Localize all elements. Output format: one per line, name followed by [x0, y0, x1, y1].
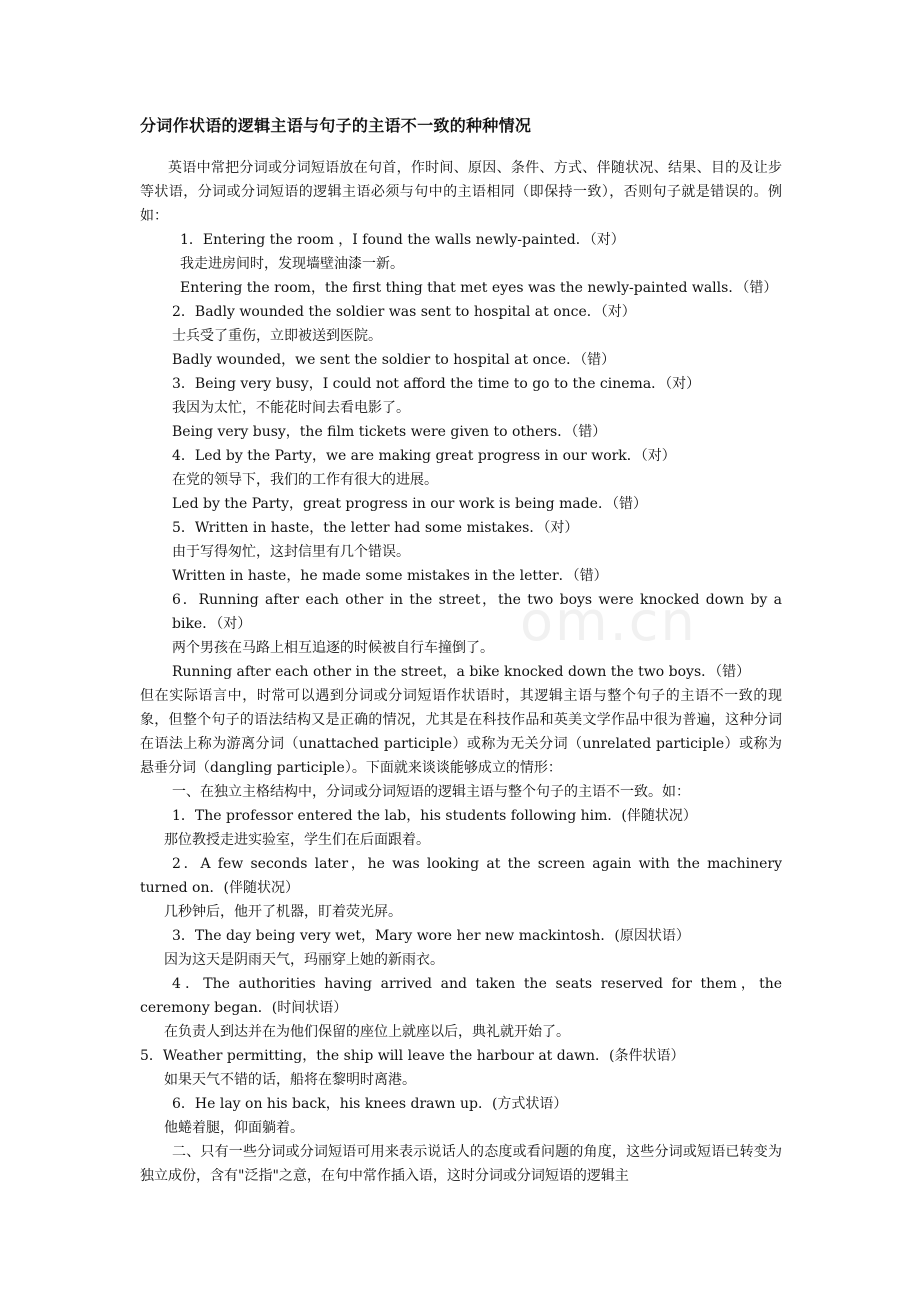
s1-item-4-cn: 在负责人到达并在为他们保留的座位上就座以后，典礼就开始了。	[164, 1024, 570, 1040]
example-5-wrong: Written in haste，he made some mistakes in the letter．（错）	[172, 568, 608, 584]
s1-item-2-cn: 几秒钟后，他开了机器，盯着荧光屏。	[164, 904, 402, 920]
intro-paragraph: 英语中常把分词或分词短语放在句首，作时间、原因、条件、方式、伴随状况、结果、目的及让步等状语，分词或分词短语的逻辑主语必须与句中的主语相同（即保持一致），否则句子就是错误的。例如：	[140, 160, 782, 224]
s1-item-2-en: 2．A few seconds later，he was looking at the screen again with the machinery turned on．(伴随状况）	[140, 856, 782, 896]
example-4-right: 4．Led by the Party，we are making great progress in our work．（对）	[172, 448, 676, 464]
example-1-right: 1．Entering the room ，I found the walls newly-painted．（对）	[180, 232, 625, 248]
example-3-cn: 我因为太忙，不能花时间去看电影了。	[172, 400, 410, 416]
example-2-right: 2．Badly wounded the soldier was sent to hospital at once．（对）	[172, 304, 636, 320]
example-3-wrong: Being very busy，the film tickets were given to others．（错）	[172, 424, 607, 440]
example-6-cn: 两个男孩在马路上相互追逐的时候被自行车撞倒了。	[172, 640, 494, 656]
watermark-text: om.cn	[520, 590, 697, 653]
example-1-wrong: Entering the room，the first thing that met eyes was the newly-painted walls．（错）	[180, 280, 778, 296]
s1-item-3-en: 3．The day being very wet，Mary wore her new mackintosh．(原因状语）	[172, 928, 690, 944]
example-6-right: 6．Running after each other in the street，the two boys were knocked down by a bike．（对）	[172, 592, 782, 632]
s1-item-6-en: 6．He lay on his back，his knees drawn up．(方式状语）	[172, 1096, 568, 1112]
section-2-paragraph: 二、只有一些分词或分词短语可用来表示说话人的态度或看问题的角度，这些分词或短语已转变为独立成份，含有"泛指"之意，在句中常作插入语，这时分词或分词短语的逻辑主	[140, 1144, 782, 1184]
example-4-wrong: Led by the Party，great progress in our work is being made．（错）	[172, 496, 647, 512]
document-body	[140, 156, 782, 1188]
example-2-wrong: Badly wounded，we sent the soldier to hospital at once．（错）	[172, 352, 616, 368]
example-3-right: 3．Being very busy，I could not afford the time to go to the cinema．（对）	[172, 376, 701, 392]
example-4-cn: 在党的领导下，我们的工作有很大的进展。	[172, 472, 438, 488]
s1-item-4-en: 4．The authorities having arrived and taken the seats reserved for them，the ceremony began．(时间状语）	[140, 976, 782, 1016]
s1-item-5-cn: 如果天气不错的话，船将在黎明时离港。	[164, 1072, 416, 1088]
s1-item-3-cn: 因为这天是阴雨天气，玛丽穿上她的新雨衣。	[164, 952, 444, 968]
example-5-cn: 由于写得匆忙，这封信里有几个错误。	[172, 544, 410, 560]
example-2-cn: 士兵受了重伤，立即被送到医院。	[172, 328, 382, 344]
document-title: 分词作状语的逻辑主语与句子的主语不一致的种种情况	[140, 116, 532, 135]
s1-item-5-en: 5．Weather permitting，the ship will leave the harbour at dawn．(条件状语）	[140, 1048, 685, 1064]
example-1-cn: 我走进房间时，发现墙壁油漆一新。	[180, 256, 404, 272]
s1-item-6-cn: 他蜷着腿，仰面躺着。	[164, 1120, 304, 1136]
s1-item-1-en: 1．The professor entered the lab，his students following him．(伴随状况）	[172, 808, 697, 824]
example-5-right: 5．Written in haste，the letter had some mistakes．（对）	[172, 520, 579, 536]
section-1-heading: 一、在独立主格结构中，分词或分词短语的逻辑主语与整个句子的主语不一致。如：	[172, 784, 690, 800]
example-6-wrong: Running after each other in the street，a bike knocked down the two boys．（错）	[172, 664, 751, 680]
s1-item-1-cn: 那位教授走进实验室，学生们在后面跟着。	[164, 832, 430, 848]
paragraph-2: 但在实际语言中，时常可以遇到分词或分词短语作状语时，其逻辑主语与整个句子的主语不一致的现象，但整个句子的语法结构又是正确的情况，尤其是在科技作品和英美文学作品中很为普遍，这种分词在语法上称为游离分词（unattached participle）或称为无关分词（unrelated participle）或称为悬垂分词（dangling participle）。下面就来谈谈能够成立的情形：	[140, 688, 782, 776]
